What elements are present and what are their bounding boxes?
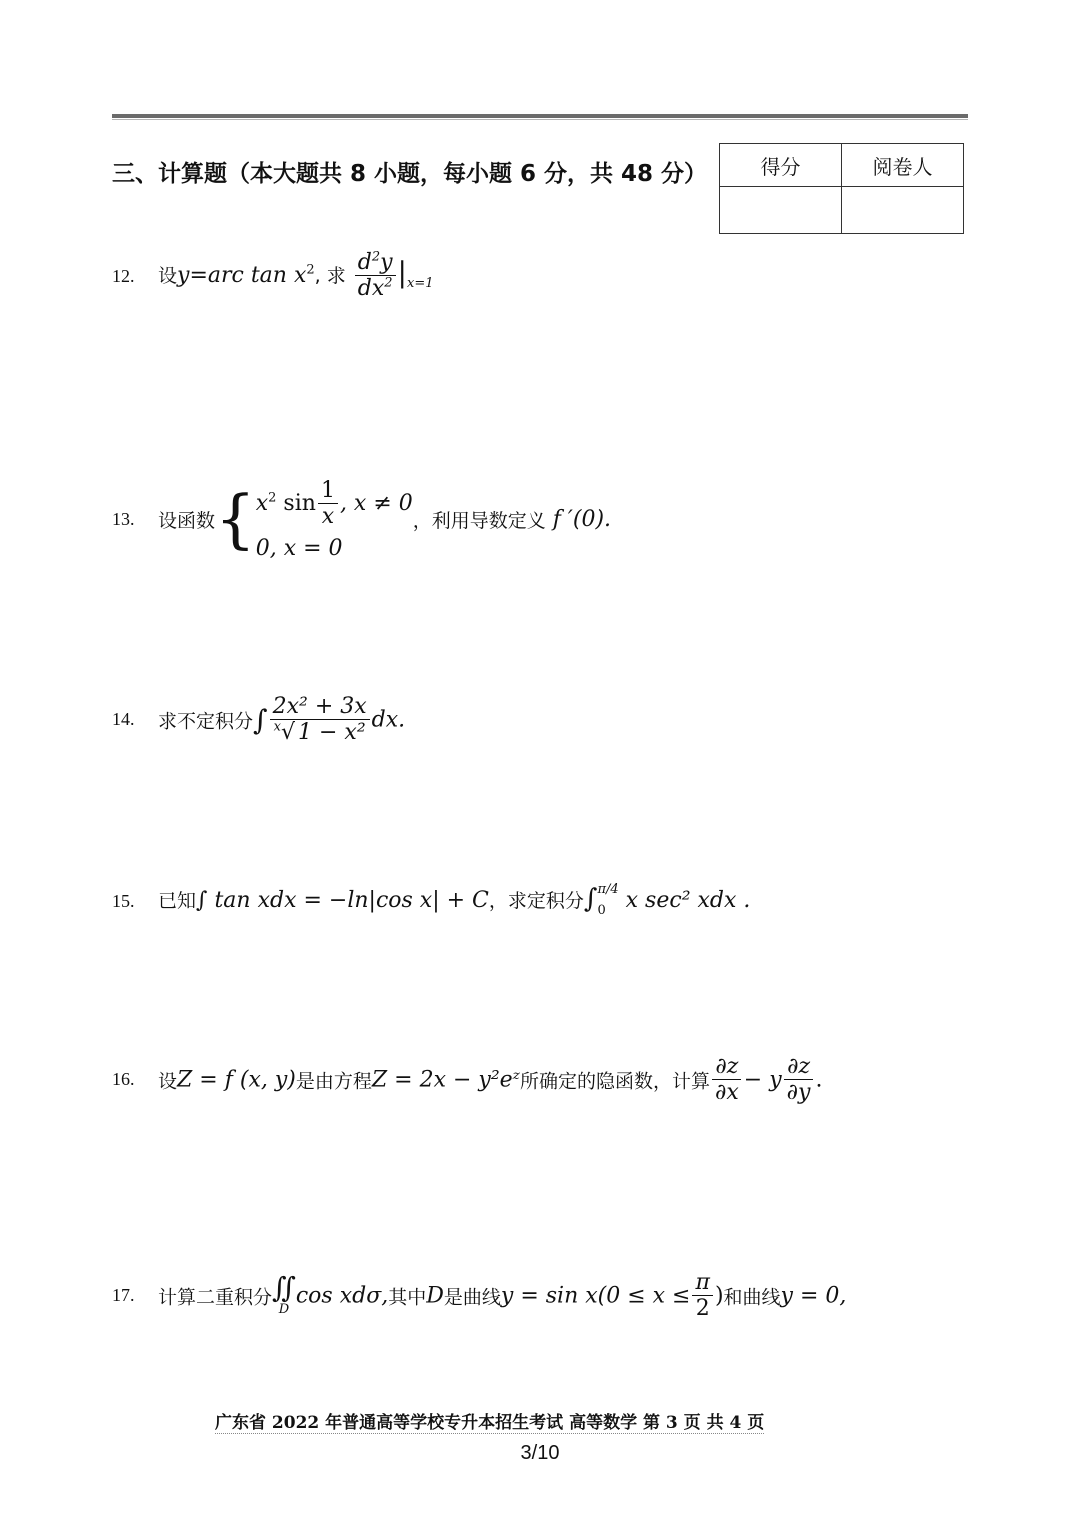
fraction: $\frac{\partial z}{\partial x}$ (712, 1054, 742, 1106)
question-13 (112, 478, 611, 561)
question-text: 设 (158, 264, 178, 287)
question-text: ，利用导数定义 (412, 509, 546, 532)
score-cell (720, 187, 842, 234)
question-text: 已知 (158, 889, 197, 912)
question-number: 12. (112, 265, 135, 286)
math-expr: ∫ tan xdx = −ln|cos x| + C (196, 887, 489, 913)
brace: { (215, 482, 256, 557)
double-integral-sign: ∬ (272, 1271, 296, 1305)
fraction: $\frac{\text{2x² + 3x}}{^x√ 1 - x^2}$ (270, 694, 370, 746)
math-expr: dx. (371, 707, 406, 733)
question-14 (112, 694, 405, 746)
question-text: 设函数 (158, 509, 216, 532)
math-expr: Z = f (x, y) (177, 1067, 296, 1093)
question-text: 是由方程 (295, 1070, 372, 1093)
question-17: 17. 计算二重积分 ∬ D cos xdσ,其中D是曲线y = sin x(0 ≤ x ≤ $\frac{\pi}{2}$ )和曲线y = 0, (112, 1270, 847, 1322)
fraction: $\frac{d^2y}{dx^2}$ (355, 250, 396, 302)
fraction: $\frac{\pi}{2}$ (692, 1270, 712, 1322)
fraction: $\frac{\partial z}{\partial y}$ (784, 1054, 814, 1106)
question-number: 15. (112, 890, 135, 911)
math-expr: y = sin x(0 ≤ x ≤ (500, 1283, 691, 1309)
header-rule-thin (112, 119, 968, 120)
question-number: 14. (112, 709, 135, 730)
question-text: 设 (158, 1070, 178, 1093)
header-rule (112, 114, 968, 118)
math-expr: x sec² xdx . (625, 887, 751, 913)
question-text: , 求 (314, 264, 346, 287)
math-expr: y=arc tan x (177, 262, 307, 288)
question-number: 17. (112, 1285, 135, 1306)
score-table (719, 143, 964, 234)
question-number: 13. (112, 508, 135, 529)
math-expr: f ′(0). (552, 506, 612, 532)
score-header: 得分 (720, 144, 842, 187)
piecewise-cases: $x^2$ sin $\frac{1}{x}$ , x ≠ 0 0, x = 0 (255, 478, 413, 561)
grader-header: 阅卷人 (842, 144, 964, 187)
section-title: 三、计算题（本大题共 8 小题，每小题 6 分，共 48 分） (112, 161, 708, 187)
eval-point: x=1 (406, 276, 434, 292)
integral-sign: ∫ (253, 703, 268, 737)
math-expr: y = 0, (780, 1283, 847, 1309)
question-12: 12. 设y=arc $\tan x^2$, 求 $\frac{d^2y}{dx^2}$ $|_{x=1}$ (112, 249, 434, 302)
grader-cell (842, 187, 964, 234)
page-footer: 广东省 2022 年普通高等学校专升本招生考试 高等数学 第 3 页 共 4 页 (215, 1408, 764, 1434)
page-number: 3/10 (520, 1442, 560, 1464)
math-expr: Z = 2x − y²eᶻ (371, 1067, 520, 1093)
math-expr: cos xdσ, (295, 1283, 389, 1309)
question-text: 求不定积分 (158, 710, 254, 733)
question-text: 计算二重积分 (158, 1286, 273, 1309)
question-number: 16. (112, 1069, 135, 1090)
question-text: ，求定积分 (488, 889, 584, 912)
question-16: 16. 设Z = f (x, y)是由方程Z = 2x − y²eᶻ所确定的隐函数，计算 $\frac{\partial z}{\partial x}$ − y $\frac{\partial z}{\partial y}$ . (112, 1054, 823, 1106)
question-text: 所确定的隐函数，计算 (519, 1070, 710, 1093)
question-15: 15. 已知∫ tan xdx = −ln|cos x| + C，求定积分∫ π/4 0 x sec² xdx . (112, 882, 751, 918)
